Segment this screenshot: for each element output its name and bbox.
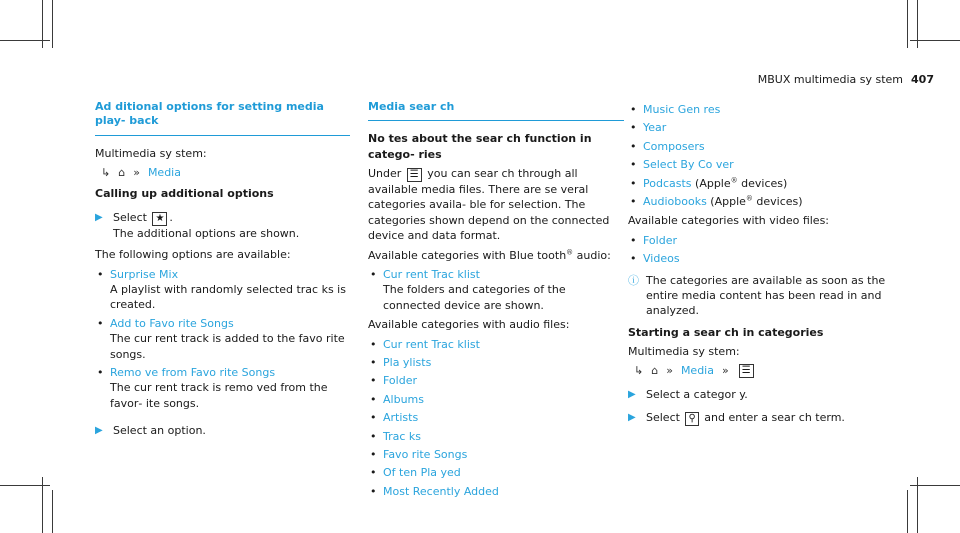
section-title: Media sear ch [368,100,624,121]
list-item [628,139,888,154]
bullet-icon: • [630,233,637,247]
category-link[interactable]: Music Gen res [643,103,721,116]
bullet-icon: • [370,392,377,406]
list-item [95,365,350,411]
bt-prefix: Available categories with Blue tooth [368,248,567,262]
list-item [368,429,624,444]
under-text: you can sear ch through all available media files. There are se veral categories availa‐ ble for selection. The categories shown depend on the connected device and data format. [368,167,610,243]
audio-list-cont [628,102,888,209]
crop-mark [910,40,960,41]
list-item [368,267,624,313]
bt-list [368,267,624,313]
bullet-icon: • [370,374,377,388]
crop-mark [907,0,908,48]
step-text: Select a categor y. [646,387,748,401]
apple-suffix: devices) [752,194,803,208]
column-categories-cont [628,100,888,432]
step-text: Select [113,210,147,224]
list-item [368,355,624,370]
bullet-icon: • [630,158,637,172]
list-item [628,251,888,266]
column-media-search [368,100,624,503]
home-icon: ⌂ [651,364,659,378]
step-text: Select an option. [113,424,206,438]
option-link[interactable]: Add to Favo rite Songs [110,316,234,330]
info-icon: ⓘ [628,273,639,287]
bullet-icon: • [97,316,104,330]
page-header [758,72,934,87]
bullet-icon: • [370,484,377,498]
search-icon: ⚲ [685,412,698,426]
bullet-icon: • [97,267,104,281]
step-result: The additional options are shown. [113,226,300,240]
bullet-icon: • [370,429,377,443]
notes-heading: No tes about the sear ch function in catego‐ ries [368,132,592,161]
list-item [368,447,624,462]
category-link[interactable]: Select By Co ver [643,158,734,172]
menu-path [101,165,350,180]
registered-mark: ® [730,175,738,184]
crop-mark [42,477,43,533]
crop-mark [0,40,50,41]
path-media: Media [680,364,714,378]
category-link[interactable]: Most Recently Added [383,484,499,498]
list-item [368,410,624,425]
category-link[interactable]: Artists [383,411,419,425]
list-menu-icon: ☰ [407,168,422,182]
crop-mark [917,477,918,533]
category-link[interactable]: Folder [643,233,677,247]
category-link[interactable]: Trac ks [383,429,422,443]
video-list [628,233,888,267]
menu-path [634,363,888,378]
list-item [628,120,888,135]
bt-intro [368,248,624,263]
option-desc: The cur rent track is remo ved from the favor‐ ite songs. [110,381,328,410]
bullet-icon: • [370,337,377,351]
chevron-right-icon: » [133,165,140,179]
category-link[interactable]: Favo rite Songs [383,447,468,461]
list-item [368,337,624,352]
category-link[interactable]: Pla ylists [383,355,432,369]
page-number: 407 [911,73,934,86]
category-link[interactable]: Year [643,121,667,135]
registered-mark: ® [566,247,574,256]
category-link[interactable]: Audiobooks [643,194,707,208]
star-icon: ★ [152,212,167,226]
apple-prefix: (Apple [706,194,746,208]
info-note [628,273,888,319]
category-link[interactable]: Cur rent Trac klist [383,268,480,282]
step-prefix: Select [646,411,680,425]
bullet-icon: • [630,194,637,208]
step [628,410,888,426]
category-link[interactable]: Folder [383,374,417,388]
header-title: MBUX multimedia sy stem [757,73,904,86]
list-item [95,267,350,313]
chevron-right-icon: » [721,364,729,378]
list-item [628,157,888,172]
bt-suffix: audio: [573,248,611,262]
path-arrow-icon: ↳ [101,165,111,179]
audio-list [368,337,624,500]
column-additional-options [95,100,350,444]
step-arrow-icon: ▶ [628,412,636,424]
category-link[interactable]: Videos [643,252,680,266]
note-text: The categories are available as soon as the entire media content has been read in and analyzed. [646,273,886,318]
list-item [368,465,624,480]
step-arrow-icon: ▶ [95,211,103,223]
list-menu-icon: ☰ [739,364,754,378]
apple-suffix: devices) [737,176,788,190]
bullet-icon: • [630,139,637,153]
path-arrow-icon: ↳ [634,364,644,378]
bullet-icon: • [630,103,637,116]
crop-mark [52,490,53,533]
step-arrow-icon: ▶ [95,425,103,437]
step [628,387,888,402]
system-label: Multimedia sy stem: [95,146,207,160]
list-item [628,233,888,248]
options-intro: The following options are available: [95,248,291,262]
crop-mark [52,0,53,48]
list-item [368,392,624,407]
under-prefix: Under [368,167,402,181]
under-paragraph [368,166,624,244]
audio-intro: Available categories with audio files: [368,318,570,332]
category-desc: The folders and categories of the connected device are shown. [383,283,566,312]
list-item [95,316,350,362]
bullet-icon: • [370,447,377,461]
chevron-right-icon: » [666,364,673,378]
step-suffix: . [169,210,173,224]
step-arrow-icon: ▶ [628,388,636,400]
section-title: Ad ditional options for setting media play‐ back [95,100,350,136]
step-suffix: and enter a sear ch term. [704,411,845,425]
option-link[interactable]: Remo ve from Favo rite Songs [110,365,276,379]
list-item [368,373,624,388]
calling-heading: Calling up additional options [95,187,274,201]
starting-heading: Starting a sear ch in categories [628,325,824,339]
step [95,423,350,438]
category-link[interactable]: Composers [643,139,705,153]
category-link[interactable]: Podcasts [643,176,692,190]
crop-mark [907,490,908,533]
apple-prefix: (Apple [691,176,731,190]
list-item [628,194,888,209]
option-desc: The cur rent track is added to the favo rite songs. [110,332,345,361]
category-link[interactable]: Albums [383,392,424,406]
options-list [95,267,350,412]
video-intro: Available categories with video files: [628,214,830,228]
bullet-icon: • [97,365,104,379]
bullet-icon: • [370,355,377,369]
category-link[interactable]: Cur rent Trac klist [383,337,480,351]
list-item [628,102,888,117]
system-label: Multimedia sy stem: [628,345,740,359]
bullet-icon: • [370,466,377,480]
category-link[interactable]: Of ten Pla yed [383,466,461,480]
registered-mark: ® [745,194,753,203]
bullet-icon: • [370,411,377,425]
option-link[interactable]: Surprise Mix [110,267,179,281]
option-desc: A playlist with randomly selected trac ks is created. [110,282,346,312]
step [95,210,350,241]
list-item [368,484,624,499]
bullet-icon: • [370,268,377,282]
home-icon: ⌂ [118,165,126,179]
bullet-icon: • [630,252,637,266]
path-media: Media [147,165,181,179]
bullet-icon: • [630,121,637,135]
bullet-icon: • [630,176,637,190]
list-item [628,176,888,191]
